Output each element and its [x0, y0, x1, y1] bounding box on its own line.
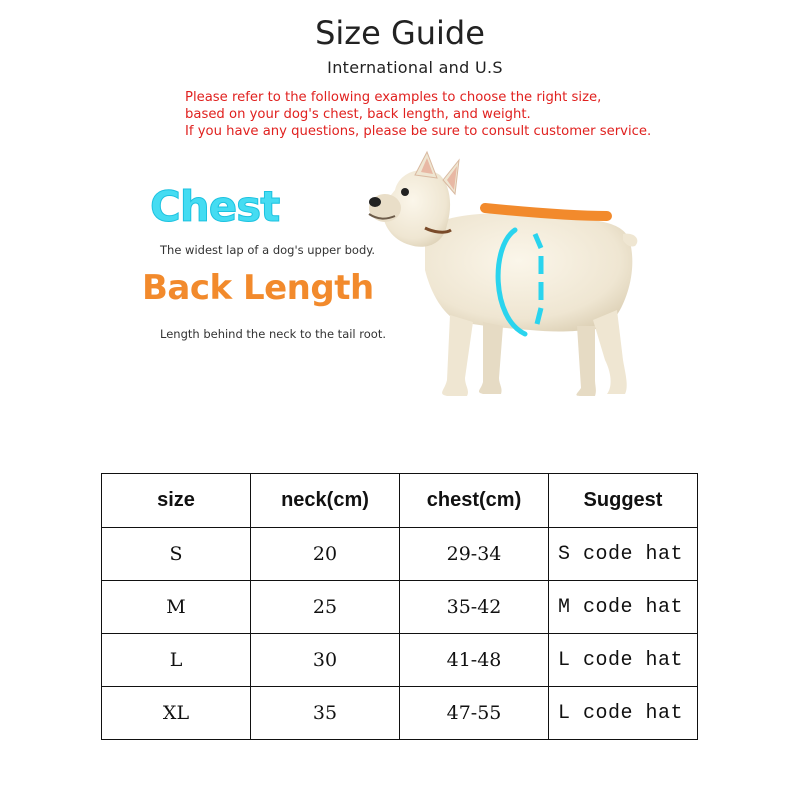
table-header-row	[102, 474, 698, 528]
note-line: based on your dog's chest, back length, and weight.	[185, 107, 531, 122]
page-title: Size Guide	[315, 14, 485, 52]
cell-neck: 30	[251, 634, 400, 687]
cell-suggest: L code hat	[549, 687, 698, 740]
cell-suggest: L code hat	[549, 634, 698, 687]
cell-size: S	[102, 528, 251, 581]
page-subtitle: International and U.S	[327, 58, 503, 77]
col-header-size: size	[102, 474, 251, 528]
cell-neck: 35	[251, 687, 400, 740]
back-length-description: Length behind the neck to the tail root.	[160, 327, 386, 341]
table-row	[102, 581, 698, 634]
cell-suggest: S code hat	[549, 528, 698, 581]
chest-label: Chest	[150, 182, 280, 231]
table-row	[102, 634, 698, 687]
note-line: Please refer to the following examples to choose the right size,	[185, 90, 602, 105]
back-length-label: Back Length	[142, 268, 374, 308]
cell-size: XL	[102, 687, 251, 740]
chest-description: The widest lap of a dog's upper body.	[160, 243, 376, 257]
size-table	[101, 473, 698, 740]
col-header-neck: neck(cm)	[251, 474, 400, 528]
col-header-suggest: Suggest	[549, 474, 698, 528]
cell-chest: 41-48	[400, 634, 549, 687]
cell-chest: 29-34	[400, 528, 549, 581]
table-row	[102, 528, 698, 581]
cell-chest: 35-42	[400, 581, 549, 634]
cell-neck: 25	[251, 581, 400, 634]
note-line: If you have any questions, please be sure to consult customer service.	[185, 124, 652, 139]
cell-chest: 47-55	[400, 687, 549, 740]
cell-neck: 20	[251, 528, 400, 581]
cell-size: L	[102, 634, 251, 687]
dog-photo	[355, 150, 675, 405]
col-header-chest: chest(cm)	[400, 474, 549, 528]
table-row	[102, 687, 698, 740]
cell-suggest: M code hat	[549, 581, 698, 634]
size-note	[185, 89, 745, 140]
cell-size: M	[102, 581, 251, 634]
